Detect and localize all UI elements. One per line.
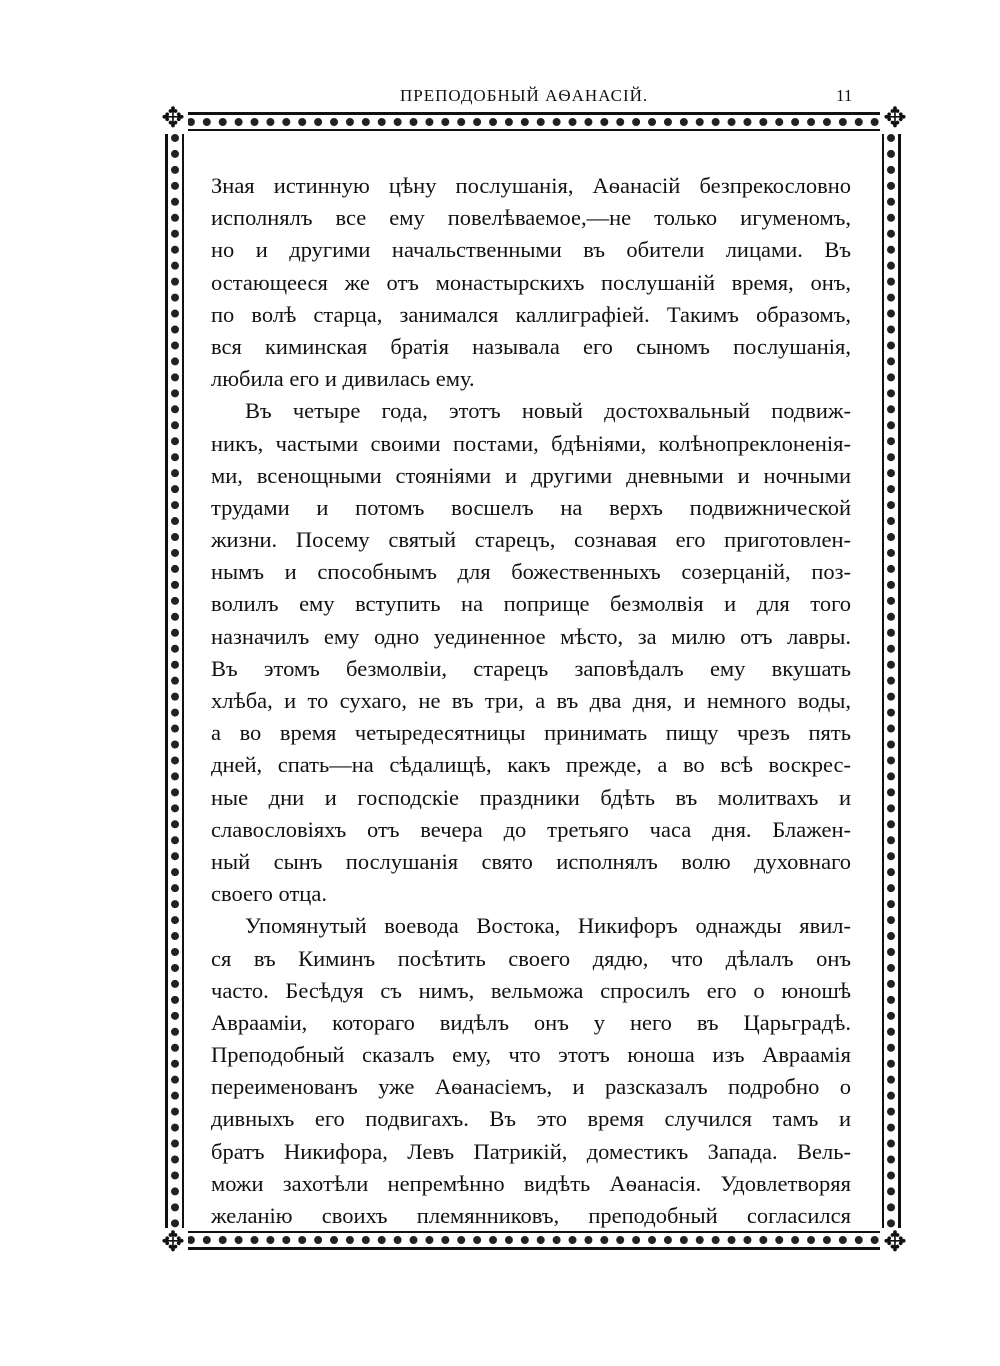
text-line: назначилъ ему одно уединенное мѣсто, за милю отъ лавры. (211, 623, 851, 649)
text-line: а во время четыредесятницы принимать пищу чрезъ пять (211, 720, 851, 746)
text-line: исполнялъ все ему повелѣваемое,—не только игуменомъ, (211, 205, 851, 231)
text-line: ный сынъ послушанія свято исполнялъ волю духовнаго (211, 848, 851, 874)
corner-ornament-icon: ✥ (158, 104, 188, 134)
paragraph-3 (211, 910, 851, 1232)
text-line: братъ Никифора, Левъ Патрикій, доместикъ Запада. Вель- (211, 1138, 851, 1164)
text-line: Въ этомъ безмолвіи, старецъ заповѣдалъ ему вкушать (211, 655, 851, 681)
paragraph-2 (211, 395, 851, 910)
text-line: Въ четыре года, этотъ новый достохвальный подвиж- (245, 398, 851, 424)
text-line: никъ, частыми своими постами, бдѣніями, колѣнопреклоненія- (211, 430, 851, 456)
text-line: дней, спать—на сѣдалищѣ, какъ прежде, а во всѣ воскрес- (211, 752, 851, 778)
text-line: Преподобный сказалъ ему, что этотъ юноша изъ Авраамія (211, 1042, 851, 1068)
text-line: своего отца. (211, 881, 327, 907)
paragraph-1 (211, 170, 851, 395)
text-line: жизни. Посему святый старецъ, сознавая его приготовлен- (211, 527, 851, 553)
text-line: часто. Бесѣдуя съ нимъ, вельможа спросилъ его о юношѣ (211, 977, 851, 1003)
text-line: желанію своихъ племянниковъ, преподобный согласился (211, 1203, 851, 1228)
text-line: остающееся же отъ монастырскихъ послушаній время, онъ, (211, 269, 851, 295)
text-line: волилъ ему вступить на поприще безмолвія и для того (211, 591, 851, 617)
text-line: Зная истинную цѣну послушанія, Аѳанасій безпрекословно (211, 173, 851, 198)
text-line: переименованъ уже Аѳанасіемъ, и разсказалъ подробно о (211, 1074, 851, 1100)
text-line: можи захотѣли непремѣнно видѣть Аѳанасія. Удовлетворяя (211, 1170, 851, 1196)
corner-ornament-icon: ✥ (158, 1228, 188, 1258)
text-line: хлѣба, и то сухаго, не въ три, а въ два дня, и немного воды, (211, 688, 851, 713)
text-line: ся въ Киминъ посѣтить своего дядю, что дѣлалъ онъ (211, 945, 851, 971)
text-line: трудами и потомъ восшелъ на верхъ подвижнической (211, 494, 851, 520)
text-line: нымъ и способнымъ для божественныхъ созерцаній, поз- (211, 559, 851, 585)
body-text (211, 170, 851, 1232)
text-line: Авраамiи, котораго видѣлъ онъ у него въ Царьградѣ. (211, 1009, 851, 1035)
text-line: славословіяхъ отъ вечера до третьяго часа дня. Блажен- (211, 816, 851, 842)
text-line: ми, всенощными стояніями и другими дневными и ночными (211, 462, 851, 488)
corner-ornament-icon: ✥ (880, 104, 910, 134)
running-head: ПРЕПОДОБНЫЙ АѲАНАСІЙ. (400, 86, 649, 105)
text-line: ные дни и господскіе праздники бдѣть въ молитвахъ и (211, 784, 851, 810)
text-line: любила его и дивилась ему. (211, 366, 475, 392)
corner-ornament-icon: ✥ (880, 1228, 910, 1258)
text-line: Упомянутый воевода Востока, Никифоръ однажды явил- (245, 913, 851, 939)
page-number: 11 (836, 86, 853, 105)
text-line: но и другими начальственными въ обители лицами. Въ (211, 237, 851, 263)
text-line: дивныхъ его подвигахъ. Въ это время случился тамъ и (211, 1106, 851, 1132)
text-line: вся киминская братія называла его сыномъ послушанія, (211, 333, 851, 359)
text-line: по волѣ старца, занимался каллиграфіей. Такимъ образомъ, (211, 301, 851, 327)
